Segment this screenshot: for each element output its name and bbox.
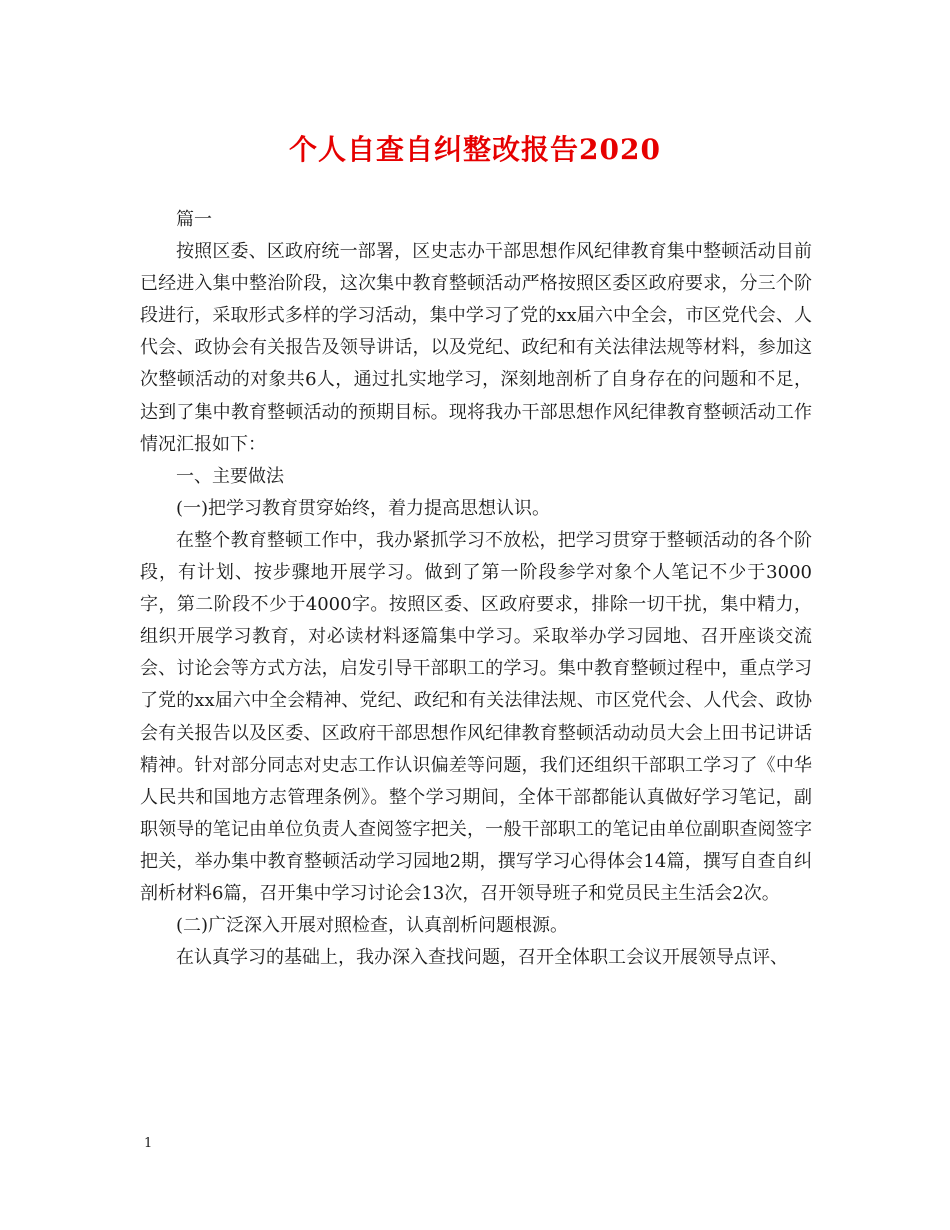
document-title: 个人自查自纠整改报告2020 bbox=[289, 133, 661, 166]
paragraph-inspection-details: 在认真学习的基础上，我办深入查找问题，召开全体职工会议开展领导点评、 bbox=[176, 947, 788, 969]
paragraph-section-label: 篇一 bbox=[176, 209, 212, 230]
paragraph-intro: 按照区委、区政府统一部署，区史志办干部思想作风纪律教育集中整顿活动目前已经进入集中整治阶段，这次集中教育整顿活动严格按照区委区政府要求，分三个阶段进行，采取形式多样的学习活动，集中学习了党的xx届六中全会，市区党代会、人代会、政协会有关报告及领导讲话，以及党纪、政纪和有关法律法规等材料，参加这次整顿活动的对象共6人，通过扎实地学习，深刻地剖析了自身存在的问题和不足，达到了集中教育整顿活动的预期目标。现将我办干部思想作风纪律教育整顿活动工作情况汇报如下： bbox=[140, 241, 812, 455]
page-number: 1 bbox=[144, 1136, 153, 1151]
subheading-self-inspection: (二)广泛深入开展对照检查，认真剖析问题根源。 bbox=[176, 915, 569, 937]
subheading-study-education: (一)把学习教育贯穿始终，着力提高思想认识。 bbox=[176, 497, 551, 519]
document-body bbox=[140, 204, 812, 974]
paragraph-study-details: 在整个教育整顿工作中，我办紧抓学习不放松，把学习贯穿于整顿活动的各个阶段，有计划、按步骤地开展学习。做到了第一阶段参学对象个人笔记不少于3000字，第二阶段不少于4000字。按照区委、区政府要求，排除一切干扰，集中精力，组织开展学习教育，对必读材料逐篇集中学习。采取举办学习园地、召开座谈交流会、讨论会等方式方法，启发引导干部职工的学习。集中教育整顿过程中，重点学习了党的xx届六中全会精神、党纪、政纪和有关法律法规、市区党代会、人代会、政协会有关报告以及区委、区政府干部思想作风纪律教育整顿活动动员大会上田书记讲话精神。针对部分同志对史志工作认识偏差等问题，我们还组织干部职工学习了《中华人民共和国地方志管理条例》。整个学习期间，全体干部都能认真做好学习笔记，副职领导的笔记由单位负责人查阅签字把关，一般干部职工的笔记由单位副职查阅签字把关，举办集中教育整顿活动学习园地2期，撰写学习心得体会14篇，撰写自查自纠剖析材料6篇，召开集中学习讨论会13次，召开领导班子和党员民主生活会2次。 bbox=[140, 529, 812, 904]
heading-main-approaches: 一、主要做法 bbox=[176, 465, 284, 487]
